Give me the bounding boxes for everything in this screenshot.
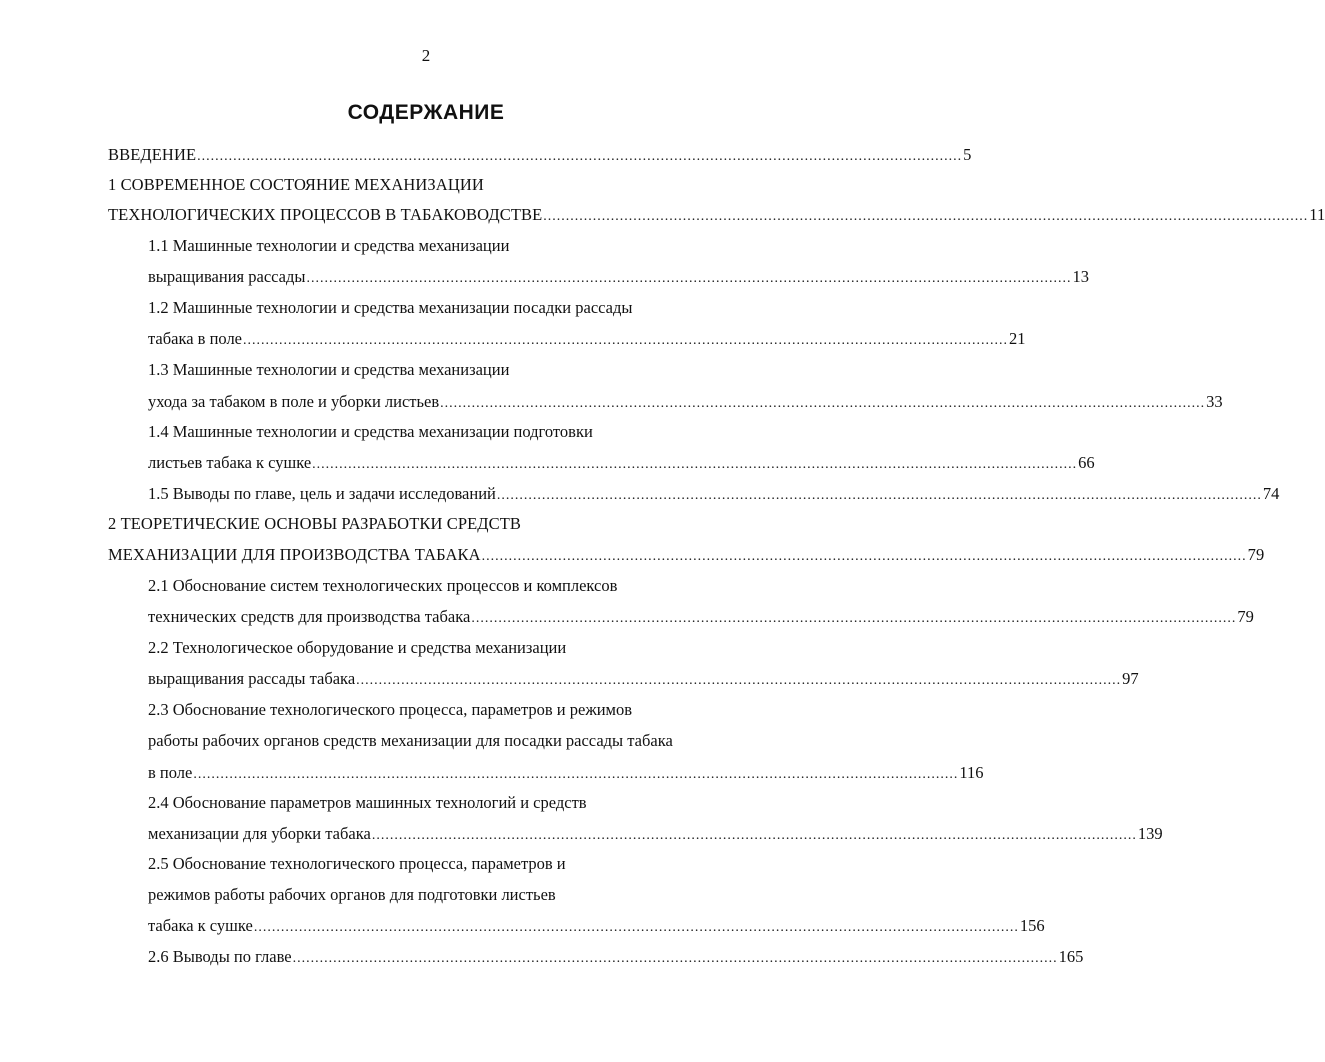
dot-leader: ..........................................................................................................................................................................: [312, 457, 1078, 472]
toc-entry-1-5[interactable]: [148, 481, 1280, 507]
toc-entry-2-2[interactable]: [148, 666, 1139, 692]
page-title: СОДЕРЖАНИЕ: [347, 101, 505, 124]
toc-entry-text: ВВЕДЕНИЕ: [108, 145, 197, 164]
toc-page-number: 66: [1078, 453, 1095, 472]
toc-page-number: 116: [959, 763, 984, 782]
toc-entry-2-6[interactable]: [148, 944, 1084, 970]
toc-entry-text: листьев табака к сушке: [148, 453, 312, 472]
dot-leader: ..........................................................................................................................................................................: [292, 951, 1058, 966]
toc-chapter-2-title[interactable]: 2 ТЕОРЕТИЧЕСКИЕ ОСНОВЫ РАЗРАБОТКИ СРЕДСТВ: [108, 514, 522, 533]
page-number: 2: [421, 46, 431, 65]
toc-page-number: 79: [1237, 607, 1254, 626]
toc-entry-chapter-2[interactable]: [108, 542, 1265, 568]
toc-page-number: 97: [1122, 669, 1139, 688]
toc-entry-text: табака в поле: [148, 329, 243, 348]
toc-entry-text: ТЕХНОЛОГИЧЕСКИХ ПРОЦЕССОВ В ТАБАКОВОДСТВЕ: [108, 205, 543, 224]
toc-section-2-3-title[interactable]: 2.3 Обоснование технологического процесса, параметров и режимов: [148, 700, 633, 719]
toc-entry-text: механизации для уборки табака: [148, 824, 371, 843]
toc-section-2-1-title[interactable]: 2.1 Обоснование систем технологических процессов и комплексов: [148, 576, 618, 595]
toc-entry-text: 2.6 Выводы по главе: [148, 947, 292, 966]
toc-entry-2-1[interactable]: [148, 604, 1254, 630]
dot-leader: ..........................................................................................................................................................................: [197, 149, 963, 164]
toc-entry-2-4[interactable]: [148, 821, 1163, 847]
dot-leader: ..........................................................................................................................................................................: [243, 333, 1009, 348]
toc-page-number: 33: [1206, 392, 1223, 411]
toc-entry-1-1[interactable]: [148, 264, 1089, 290]
toc-page-number: 79: [1247, 545, 1265, 564]
toc-entry-2-5[interactable]: [148, 913, 1045, 939]
dot-leader: ..........................................................................................................................................................................: [471, 611, 1237, 626]
toc-section-2-3-title-line2[interactable]: работы рабочих органов средств механизации для посадки рассады табака: [148, 731, 673, 750]
toc-entry-text: 1.5 Выводы по главе, цель и задачи исследований: [148, 484, 496, 503]
toc-section-1-3-title[interactable]: 1.3 Машинные технологии и средства механизации: [148, 360, 510, 379]
toc-section-1-1-title[interactable]: 1.1 Машинные технологии и средства механизации: [148, 236, 510, 255]
dot-leader: ..........................................................................................................................................................................: [253, 920, 1019, 935]
toc-page-number: 21: [1009, 329, 1026, 348]
toc-entry-1-3[interactable]: [148, 389, 1223, 415]
toc-entry-text: выращивания рассады: [148, 267, 306, 286]
dot-leader: ..........................................................................................................................................................................: [440, 396, 1206, 411]
dot-leader: ..........................................................................................................................................................................: [496, 488, 1262, 503]
dot-leader: ..........................................................................................................................................................................: [481, 549, 1247, 564]
toc-entry-1-2[interactable]: [148, 326, 1026, 352]
toc-entry-text: МЕХАНИЗАЦИИ ДЛЯ ПРОИЗВОДСТВА ТАБАКА: [108, 545, 481, 564]
toc-section-1-4-title[interactable]: 1.4 Машинные технологии и средства механизации подготовки: [148, 422, 593, 441]
toc-page-number: 165: [1058, 947, 1084, 966]
dot-leader: ..........................................................................................................................................................................: [306, 271, 1072, 286]
toc-entry-2-3[interactable]: [148, 760, 984, 786]
dot-leader: ..........................................................................................................................................................................: [543, 209, 1309, 224]
toc-section-2-4-title[interactable]: 2.4 Обоснование параметров машинных технологий и средств: [148, 793, 587, 812]
toc-page-number: 156: [1019, 916, 1045, 935]
toc-section-2-2-title[interactable]: 2.2 Технологическое оборудование и средства механизации: [148, 638, 567, 657]
dot-leader: ..........................................................................................................................................................................: [193, 767, 959, 782]
toc-entry-text: в поле: [148, 763, 193, 782]
toc-page-number: 139: [1137, 824, 1163, 843]
toc-page-number: 5: [963, 145, 972, 164]
toc-entry-text: выращивания рассады табака: [148, 669, 356, 688]
toc-section-1-2-title[interactable]: 1.2 Машинные технологии и средства механизации посадки рассады: [148, 298, 633, 317]
dot-leader: ..........................................................................................................................................................................: [371, 828, 1137, 843]
toc-entry-text: технических средств для производства табака: [148, 607, 471, 626]
toc-entry-text: табака к сушке: [148, 916, 253, 935]
toc-entry-text: ухода за табаком в поле и уборки листьев: [148, 392, 440, 411]
toc-page-number: 74: [1262, 484, 1280, 503]
toc-chapter-1-title[interactable]: 1 СОВРЕМЕННОЕ СОСТОЯНИЕ МЕХАНИЗАЦИИ: [108, 175, 484, 194]
toc-page-number: 13: [1072, 267, 1089, 286]
toc-entry-1-4[interactable]: [148, 450, 1095, 476]
toc-section-2-5-title-line2[interactable]: режимов работы рабочих органов для подготовки листьев: [148, 885, 556, 904]
toc-entry-chapter-1[interactable]: [108, 202, 1325, 228]
toc-section-2-5-title[interactable]: 2.5 Обоснование технологического процесса, параметров и: [148, 854, 566, 873]
toc-entry-intro[interactable]: [108, 142, 972, 168]
toc-page-number: 11: [1309, 205, 1325, 224]
dot-leader: ..........................................................................................................................................................................: [356, 673, 1122, 688]
